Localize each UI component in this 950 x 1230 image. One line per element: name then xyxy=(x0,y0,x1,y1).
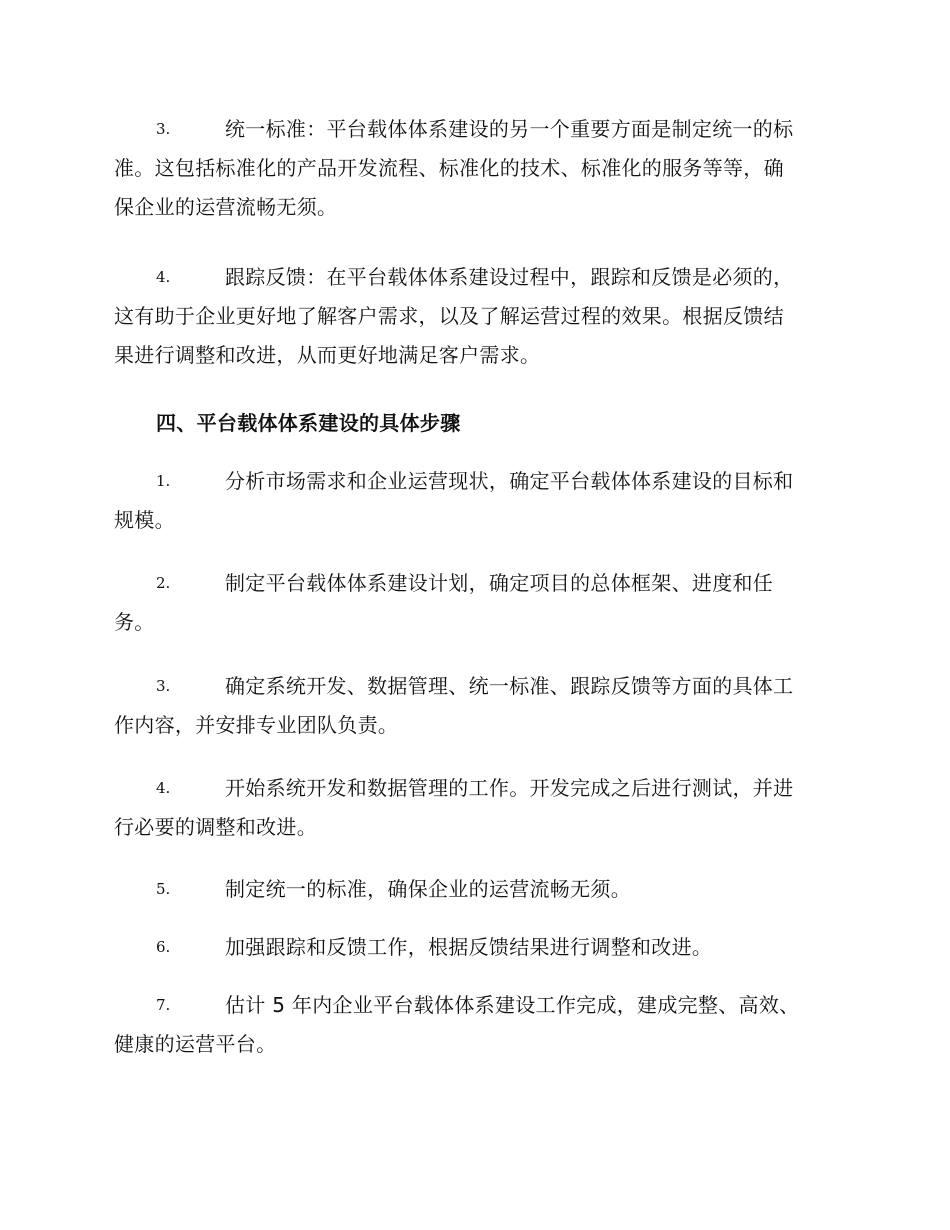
step-paragraph xyxy=(114,564,836,642)
step-paragraph xyxy=(114,928,836,967)
step-number: 3. xyxy=(156,677,171,695)
step-paragraph xyxy=(114,462,836,540)
paragraph-line: 作内容，并安排专业团队负责。 xyxy=(114,713,399,737)
section-heading: 四、平台载体体系建设的具体步骤 xyxy=(156,411,461,435)
paragraph-line: 制定统一的标准，确保企业的运营流畅无须。 xyxy=(225,877,631,901)
paragraph-line: 开始系统开发和数据管理的工作。开发完成之后进行测试，并进 xyxy=(225,776,794,800)
paragraph-line: 确定系统开发、数据管理、统一标准、跟踪反馈等方面的具体工 xyxy=(225,674,794,698)
paragraph-line: 准。这包括标准化的产品开发流程、标准化的技术、标准化的服务等等，确 xyxy=(114,156,784,180)
step-paragraph xyxy=(114,870,836,909)
step-paragraph xyxy=(114,769,836,847)
paragraph-line: 估计 5 年内企业平台载体体系建设工作完成，建成完整、高效、 xyxy=(225,993,800,1017)
standards-paragraph xyxy=(114,110,836,227)
step-number: 6. xyxy=(156,938,171,956)
step-number: 2. xyxy=(156,574,171,592)
paragraph-line: 制定平台载体体系建设计划，确定项目的总体框架、进度和任 xyxy=(225,571,774,595)
paragraph-line: 这有助于企业更好地了解客户需求，以及了解运营过程的效果。根据反馈结 xyxy=(114,304,784,328)
step-paragraph xyxy=(114,667,836,745)
paragraph-line: 务。 xyxy=(114,610,155,634)
paragraph-line: 行必要的调整和改进。 xyxy=(114,815,317,839)
paragraph-line: 加强跟踪和反馈工作，根据反馈结果进行调整和改进。 xyxy=(225,935,713,959)
feedback-paragraph xyxy=(114,258,836,375)
paragraph-line: 分析市场需求和企业运营现状，确定平台载体体系建设的目标和 xyxy=(225,469,794,493)
paragraph-line: 健康的运营平台。 xyxy=(114,1032,277,1056)
paragraph-line: 保企业的运营流畅无须。 xyxy=(114,195,338,219)
step-number: 5. xyxy=(156,880,171,898)
paragraph-line: 统一标准：平台载体体系建设的另一个重要方面是制定统一的标 xyxy=(225,117,794,141)
paragraph-line: 规模。 xyxy=(114,508,175,532)
list-number: 4. xyxy=(156,268,171,286)
step-paragraph xyxy=(114,986,836,1064)
step-number: 7. xyxy=(156,996,171,1014)
paragraph-line: 跟踪反馈：在平台载体体系建设过程中，跟踪和反馈是必须的， xyxy=(225,265,794,289)
list-number: 3. xyxy=(156,120,171,138)
paragraph-line: 果进行调整和改进，从而更好地满足客户需求。 xyxy=(114,343,541,367)
step-number: 4. xyxy=(156,779,171,797)
step-number: 1. xyxy=(156,472,171,490)
